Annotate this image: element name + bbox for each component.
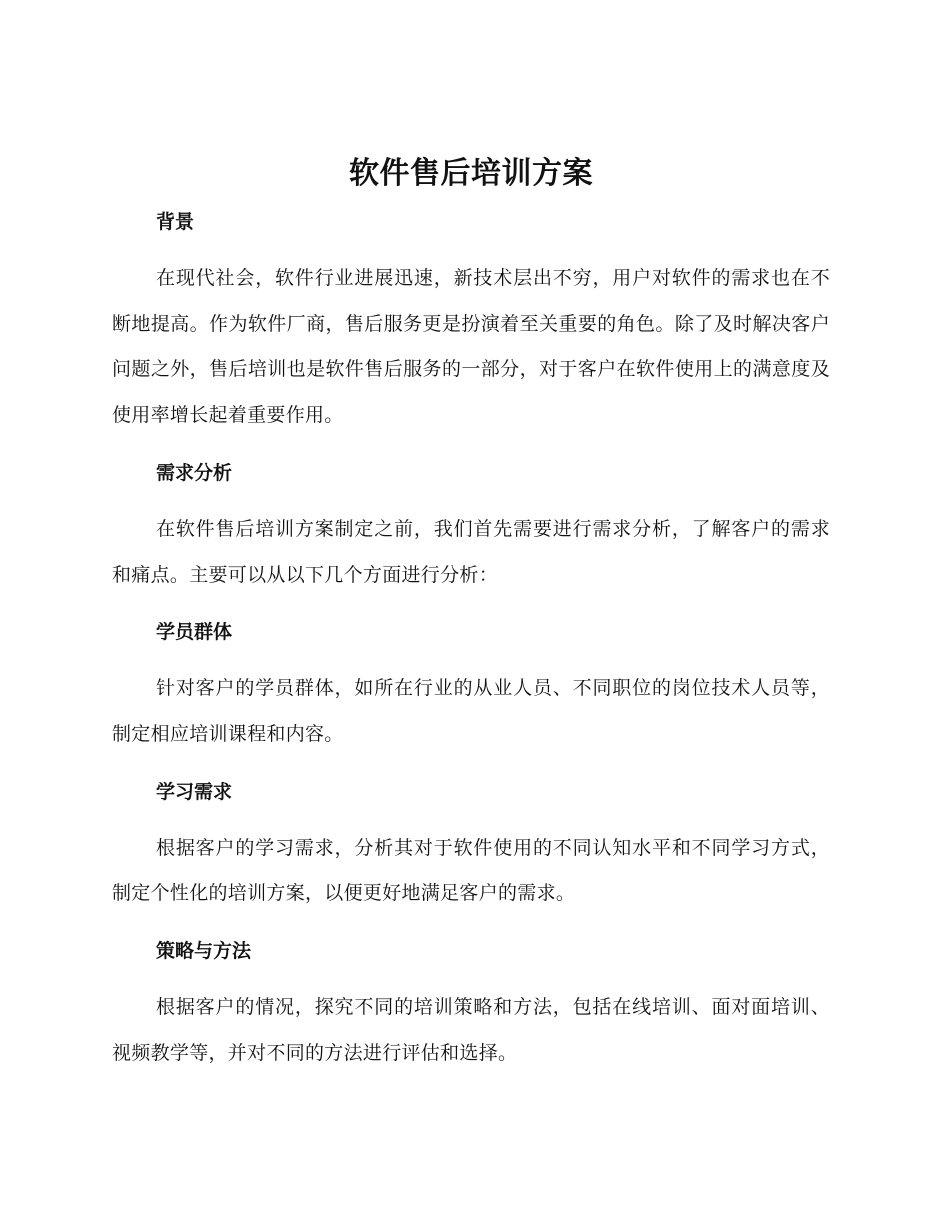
document-page (112, 150, 830, 1076)
section-heading: 背景 (156, 211, 195, 233)
section-heading: 策略与方法 (156, 940, 252, 963)
section-heading: 学习需求 (156, 780, 233, 803)
section-heading: 需求分析 (156, 461, 233, 484)
section-heading: 学员群体 (156, 621, 233, 644)
section-learner-group (112, 620, 830, 779)
section-paragraph: 根据客户的学习需求，分析其对于软件使用的不同认知水平和不同学习方式，制定个性化的培训方案，以便更好地满足客户的需求。 (112, 836, 830, 905)
section-paragraph: 在软件售后培训方案制定之前，我们首先需要进行需求分析，了解客户的需求和痛点。主要可以从以下几个方面进行分析： (112, 517, 830, 586)
document-title: 软件售后培训方案 (349, 156, 593, 191)
section-paragraph: 在现代社会，软件行业进展迅速，新技术层出不穷，用户对软件的需求也在不断地提高。作为软件厂商，售后服务更是扮演着至关重要的角色。除了及时解决客户问题之外，售后培训也是软件售后服务的一部分，对于客户在软件使用上的满意度及使用率增长起着重要作用。 (112, 267, 830, 427)
section-strategy-methods (112, 939, 830, 1076)
section-background (112, 210, 830, 461)
section-paragraph: 根据客户的情况，探究不同的培训策略和方法，包括在线培训、面对面培训、视频教学等，并对不同的方法进行评估和选择。 (112, 996, 830, 1064)
section-learning-needs (112, 780, 830, 939)
section-paragraph: 针对客户的学员群体，如所在行业的从业人员、不同职位的岗位技术人员等，制定相应培训课程和内容。 (112, 677, 830, 745)
section-requirements-analysis (112, 461, 830, 620)
